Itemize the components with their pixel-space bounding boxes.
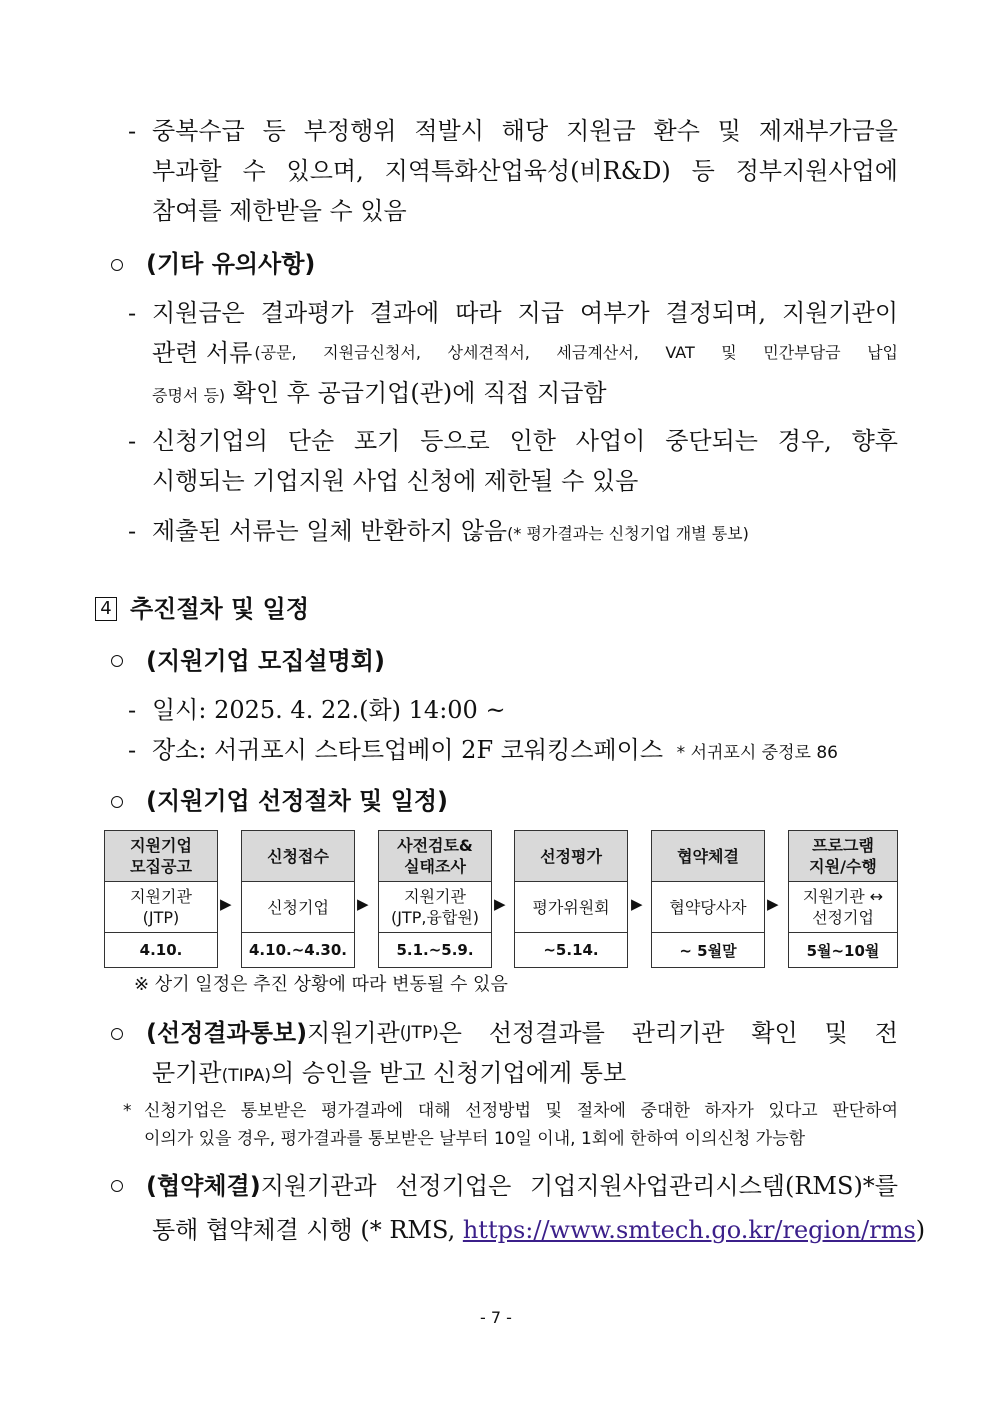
flow-step (241, 830, 355, 968)
text-main: 문기관 (152, 1059, 222, 1087)
schedule-note: ※ 상기 일정은 추진 상황에 따라 변동될 수 있음 (134, 974, 508, 995)
text-small: 증명서 등) (152, 386, 226, 405)
paragraph-line (152, 373, 607, 416)
text-main: 지원기관과 선정기업은 기업지원사업관리시스템(RMS)*를 (260, 1172, 898, 1200)
page-number: - 7 - (480, 1308, 512, 1327)
flow-step (104, 830, 218, 968)
flow-step (378, 830, 492, 968)
text-main: 지원기관 (307, 1019, 400, 1047)
section-title: 추진절차 및 일정 (130, 595, 309, 623)
paragraph-line (152, 333, 898, 373)
flow-step (514, 830, 628, 968)
text-small: (TIPA) (221, 1066, 272, 1086)
circle-bullet (111, 259, 123, 271)
step-actor: 지원기관 ↔ 선정기업 (789, 882, 897, 933)
paragraph-line: 시행되는 기업지원 사업 신청에 제한될 수 있음 (152, 467, 639, 495)
step-actor: 지원기관 (JTP,융합원) (379, 882, 491, 933)
text-main: 관련 서류 (152, 339, 253, 367)
agreement-label: (협약체결) (146, 1172, 261, 1200)
text-small: (* 평가결과는 신청기업 개별 통보) (507, 524, 749, 543)
result-note-line: 이의가 있을 경우, 평가결과를 통보받은 날부터 10일 이내, 1회에 한하여 이의신청 가능함 (144, 1129, 806, 1149)
step-actor: 협약당사자 (652, 882, 764, 933)
result-note-line: 신청기업은 통보받은 평가결과에 대해 선정방법 및 절차에 중대한 하자가 있다고 판단하여 (144, 1101, 898, 1121)
text-main: 의 승인을 받고 신청기업에게 통보 (271, 1059, 627, 1087)
briefing-place (152, 730, 838, 773)
agreement-line (146, 1166, 898, 1206)
selection-heading: (지원기업 선정절차 및 일정) (146, 787, 449, 815)
arrow-right-icon: ▶ (767, 895, 779, 913)
briefing-date: 일시: 2025. 4. 22.(화) 14:00 ~ (152, 696, 506, 724)
dash-marker: - (128, 299, 137, 327)
flow-step (651, 830, 765, 968)
result-note-mark: * (123, 1101, 132, 1121)
dash-marker: - (128, 696, 137, 724)
text-main: 확인 후 공급기업(관)에 직접 지급함 (225, 379, 607, 407)
section-heading-etc: (기타 유의사항) (146, 250, 316, 278)
briefing-heading: (지원기업 모집설명회) (146, 647, 385, 675)
step-head: 사전검토& 실태조사 (379, 831, 491, 882)
flow-step (788, 830, 898, 968)
text-main: 은 선정결과를 관리기관 확인 및 전 (438, 1019, 898, 1047)
dash-marker: - (128, 736, 137, 764)
step-head: 선정평가 (515, 831, 627, 882)
result-label: (선정결과통보) (146, 1019, 308, 1047)
step-head: 신청접수 (242, 831, 354, 882)
step-date: 5.1.~5.9. (396, 941, 474, 959)
circle-bullet (111, 796, 123, 808)
result-line (152, 1053, 626, 1096)
text-main: 장소: 서귀포시 스타트업베이 2F 코워킹스페이스 (152, 736, 664, 764)
paragraph-line (152, 511, 749, 554)
dash-marker: - (128, 117, 137, 145)
dash-marker: - (128, 517, 137, 545)
step-date: 4.10.~4.30. (249, 941, 347, 959)
rms-link[interactable]: https://www.smtech.go.kr/region/rms (462, 1216, 916, 1244)
step-head: 프로그램 지원/수행 (789, 831, 897, 882)
arrow-right-icon: ▶ (220, 895, 232, 913)
paragraph-line: 중복수급 등 부정행위 적발시 해당 지원금 환수 및 제재부가금을 (152, 117, 898, 145)
text-main: 통해 협약체결 시행 (* RMS, (152, 1216, 463, 1244)
circle-bullet (111, 655, 123, 667)
result-line (146, 1013, 898, 1053)
step-actor: 평가위원회 (515, 882, 627, 933)
arrow-right-icon: ▶ (357, 895, 369, 913)
paragraph-line: 부과할 수 있으며, 지역특화산업육성(비R&D) 등 정부지원사업에 (152, 157, 898, 185)
step-head: 협약체결 (652, 831, 764, 882)
arrow-right-icon: ▶ (631, 895, 643, 913)
text-main: 제출된 서류는 일체 반환하지 않음 (152, 517, 508, 545)
agreement-line (152, 1210, 925, 1250)
text-main: ) (915, 1216, 926, 1244)
step-actor: 신청기업 (242, 882, 354, 933)
step-date: 5월~10월 (806, 941, 880, 960)
text-small: * 서귀포시 중정로 86 (676, 743, 838, 763)
step-date: ~ 5월말 (679, 941, 737, 960)
step-date: 4.10. (139, 941, 183, 959)
paragraph-line: 지원금은 결과평가 결과에 따라 지급 여부가 결정되며, 지원기관이 (152, 299, 898, 327)
text-small: (JTP) (399, 1023, 439, 1043)
step-actor: 지원기관 (JTP) (105, 882, 217, 933)
circle-bullet (111, 1180, 123, 1192)
paragraph-line: 참여를 제한받을 수 있음 (152, 197, 407, 225)
section-number: 4 (95, 597, 117, 621)
circle-bullet (111, 1028, 123, 1040)
dash-marker: - (128, 427, 137, 455)
text-small: (공문, 지원금신청서, 상세견적서, 세금계산서, VAT 및 민간부담금 납입 (254, 343, 898, 362)
step-date: ~5.14. (543, 941, 599, 959)
arrow-right-icon: ▶ (494, 895, 506, 913)
paragraph-line: 신청기업의 단순 포기 등으로 인한 사업이 중단되는 경우, 향후 (152, 427, 898, 455)
step-head: 지원기업 모집공고 (105, 831, 217, 882)
